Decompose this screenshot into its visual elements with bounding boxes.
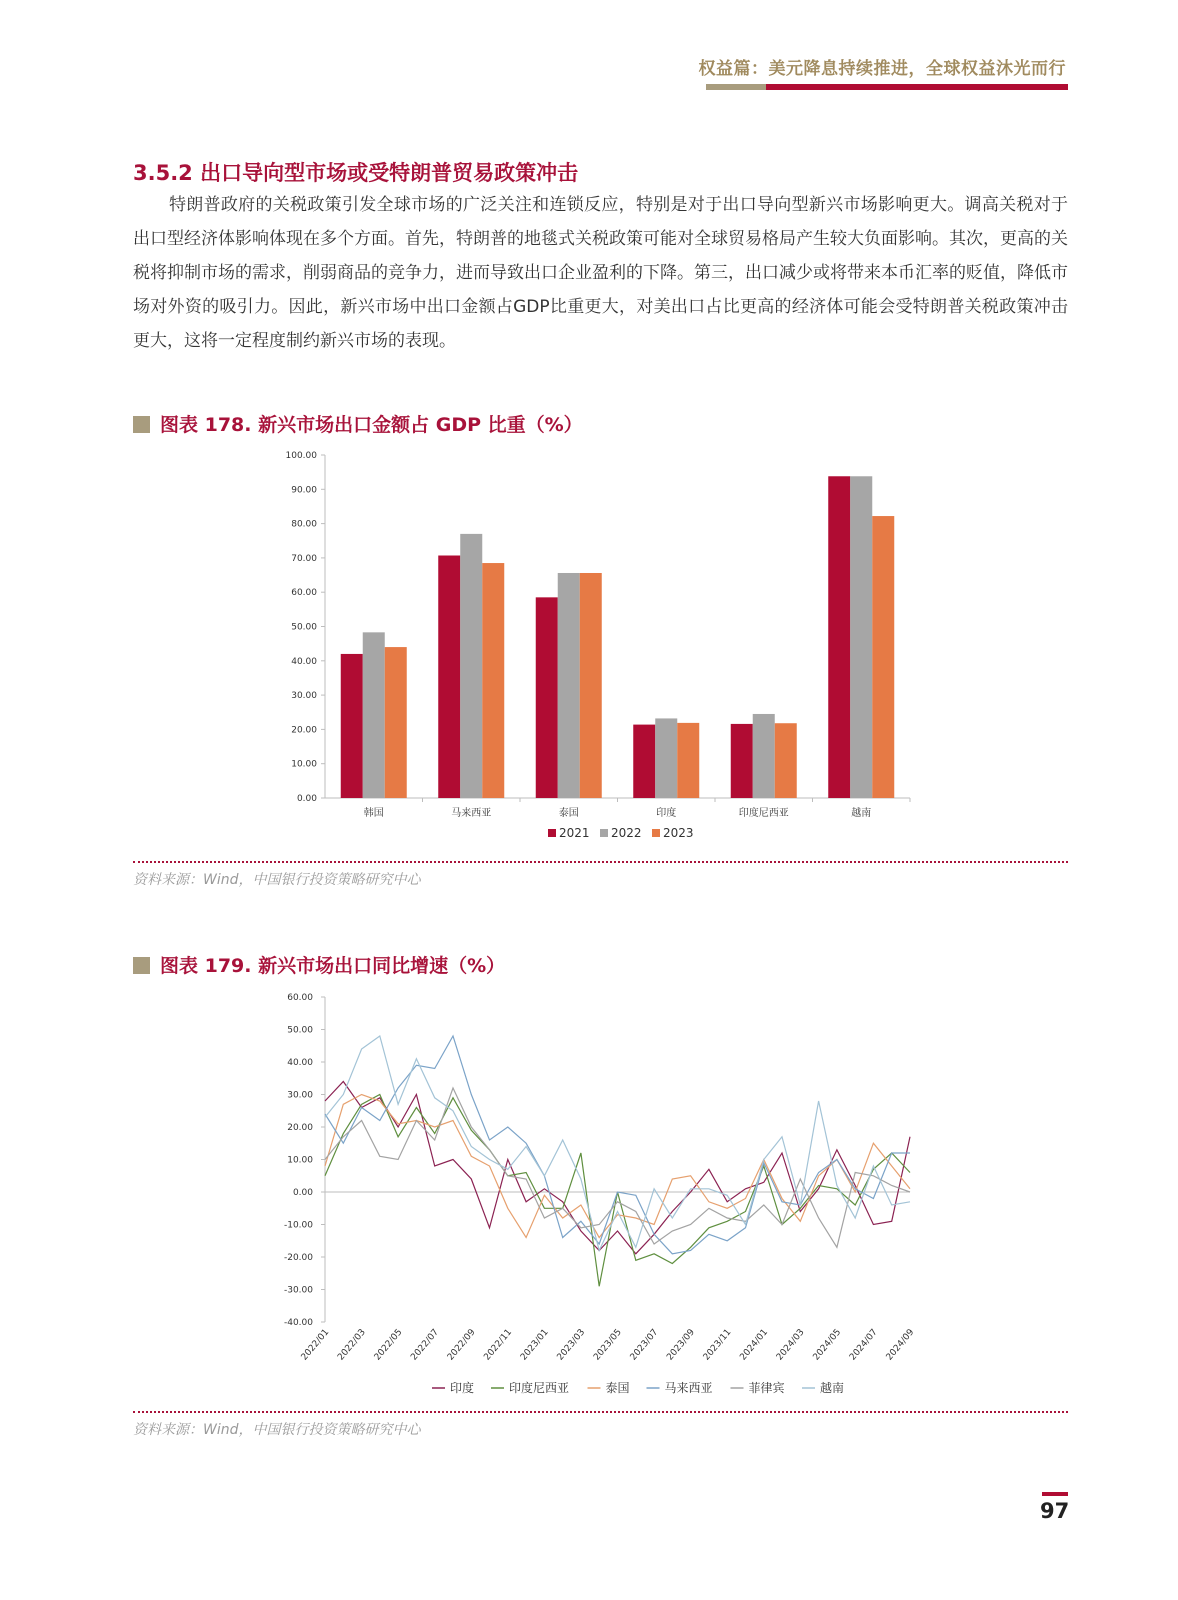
line-series-印度	[325, 1082, 910, 1254]
bar-2022	[460, 534, 482, 798]
y-tick-label: -40.00	[283, 1318, 313, 1328]
legend-label-2022: 2022	[611, 826, 642, 840]
x-tick-label: 2023/01	[518, 1327, 551, 1363]
y-tick-label: 20.00	[287, 1123, 313, 1133]
bar-chart	[270, 440, 930, 860]
x-category-label: 印度尼西亚	[738, 808, 789, 819]
x-tick-label: 2023/07	[628, 1327, 661, 1363]
x-tick-label: 2022/01	[299, 1327, 332, 1363]
legend-swatch-2023	[652, 829, 660, 837]
bar-2022	[850, 476, 872, 798]
y-tick-label: 60.00	[291, 588, 317, 599]
x-tick-label: 2024/03	[774, 1327, 807, 1363]
y-tick-label: 10.00	[291, 759, 317, 770]
legend-label-菲律宾: 菲律宾	[748, 1381, 785, 1395]
bar-2022	[558, 573, 580, 798]
figure-178-title	[133, 410, 583, 437]
bar-2022	[363, 632, 385, 798]
legend-label-印度尼西亚: 印度尼西亚	[509, 1381, 570, 1395]
section-title: 3.5.2 出口导向型市场或受特朗普贸易政策冲击	[133, 161, 579, 185]
bar-2021	[341, 654, 363, 798]
line-chart	[270, 985, 930, 1405]
header-title: 权益篇：美元降息持续推进，全球权益沐光而行	[698, 59, 1066, 79]
y-tick-label: 60.00	[287, 993, 313, 1003]
line-series-菲律宾	[325, 1088, 910, 1247]
figure-marker-icon	[133, 416, 150, 433]
bar-2021	[828, 476, 850, 798]
x-category-label: 越南	[851, 808, 872, 819]
figure-178-title-text: 图表 178. 新兴市场出口金额占 GDP 比重（%）	[160, 414, 583, 436]
y-tick-label: 30.00	[291, 691, 317, 702]
legend-label-2021: 2021	[559, 826, 590, 840]
figure-179-title	[133, 951, 505, 978]
x-tick-label: 2024/01	[738, 1327, 771, 1363]
bar-2021	[633, 725, 655, 798]
bar-2023	[385, 647, 407, 798]
line-series-印度尼西亚	[325, 1095, 910, 1287]
x-tick-label: 2024/07	[848, 1327, 880, 1363]
bar-2023	[482, 563, 504, 798]
x-tick-label: 2022/07	[409, 1327, 441, 1363]
y-tick-label: 0.00	[292, 1188, 313, 1198]
y-tick-label: -20.00	[283, 1253, 313, 1263]
figure-179-title-text: 图表 179. 新兴市场出口同比增速（%）	[160, 955, 506, 977]
legend-swatch-2021	[548, 829, 556, 837]
header-rule-red	[766, 84, 1068, 90]
y-tick-label: 40.00	[291, 656, 317, 667]
x-category-label: 马来西亚	[451, 808, 492, 819]
x-tick-label: 2023/09	[665, 1327, 697, 1363]
x-tick-label: 2023/05	[592, 1327, 624, 1363]
line-series-越南	[325, 1036, 910, 1251]
page-number-mark	[1042, 1492, 1068, 1496]
legend-label-越南: 越南	[820, 1381, 845, 1395]
y-tick-label: 30.00	[287, 1090, 313, 1101]
y-tick-label: 70.00	[291, 553, 317, 564]
x-tick-label: 2022/05	[372, 1327, 405, 1363]
figure-178-source: 资料来源：Wind，中国银行投资策略研究中心	[133, 872, 421, 888]
section-paragraph: 特朗普政府的关税政策引发全球市场的广泛关注和连锁反应，特别是对于出口导向型新兴市场影响更大。调高关税对于出口型经济体影响体现在多个方面。首先，特朗普的地毯式关税政策可能对全球贸易格局产生较大负面影响。其次，更高的关税将抑制市场的需求，削弱商品的竞争力，进而导致出口企业盈利的下降。第三，出口减少或将带来本币汇率的贬值，降低市场对外资的吸引力。因此，新兴市场中出口金额占GDP比重更大，对美出口占比更高的经济体可能会受特朗普关税政策冲击更大，这将一定程度制约新兴市场的表现。	[133, 195, 1068, 351]
figure-179-divider	[133, 1411, 1068, 1413]
y-tick-label: 80.00	[291, 519, 317, 530]
bar-2022	[655, 718, 677, 798]
y-tick-label: 100.00	[285, 451, 317, 461]
bar-2022	[753, 714, 775, 798]
x-tick-label: 2022/11	[482, 1327, 515, 1363]
y-tick-label: 0.00	[296, 794, 317, 804]
bar-2021	[536, 597, 558, 798]
x-tick-label: 2022/03	[336, 1327, 368, 1363]
x-category-label: 韩国	[363, 808, 384, 819]
legend-swatch-2022	[600, 829, 608, 837]
legend-label-印度: 印度	[450, 1381, 475, 1395]
header-rule-gold	[706, 84, 766, 90]
legend-label-泰国: 泰国	[605, 1381, 630, 1395]
page-number: 97	[1040, 1499, 1070, 1523]
y-tick-label: 50.00	[291, 622, 317, 633]
x-tick-label: 2022/09	[445, 1327, 478, 1363]
bar-2023	[775, 723, 797, 798]
y-tick-label: -30.00	[283, 1285, 313, 1296]
x-tick-label: 2024/09	[884, 1327, 917, 1363]
x-tick-label: 2023/03	[555, 1327, 588, 1363]
figure-marker-icon	[133, 957, 150, 974]
legend-label-马来西亚: 马来西亚	[664, 1381, 713, 1395]
legend-label-2023: 2023	[663, 826, 694, 840]
y-tick-label: 50.00	[287, 1025, 313, 1036]
bar-2023	[677, 723, 699, 798]
figure-178-divider	[133, 861, 1068, 863]
x-category-label: 印度	[656, 808, 677, 819]
y-tick-label: 20.00	[291, 725, 317, 736]
y-tick-label: -10.00	[283, 1220, 313, 1231]
x-tick-label: 2023/11	[701, 1327, 734, 1363]
figure-179-source: 资料来源：Wind，中国银行投资策略研究中心	[133, 1422, 421, 1438]
bar-2023	[580, 573, 602, 798]
bar-2021	[731, 724, 753, 798]
bar-2021	[438, 555, 460, 798]
x-category-label: 泰国	[558, 808, 579, 819]
x-tick-label: 2024/05	[811, 1327, 844, 1363]
y-tick-label: 10.00	[287, 1155, 313, 1166]
y-tick-label: 40.00	[287, 1058, 313, 1068]
y-tick-label: 90.00	[291, 485, 317, 496]
bar-2023	[872, 516, 894, 798]
